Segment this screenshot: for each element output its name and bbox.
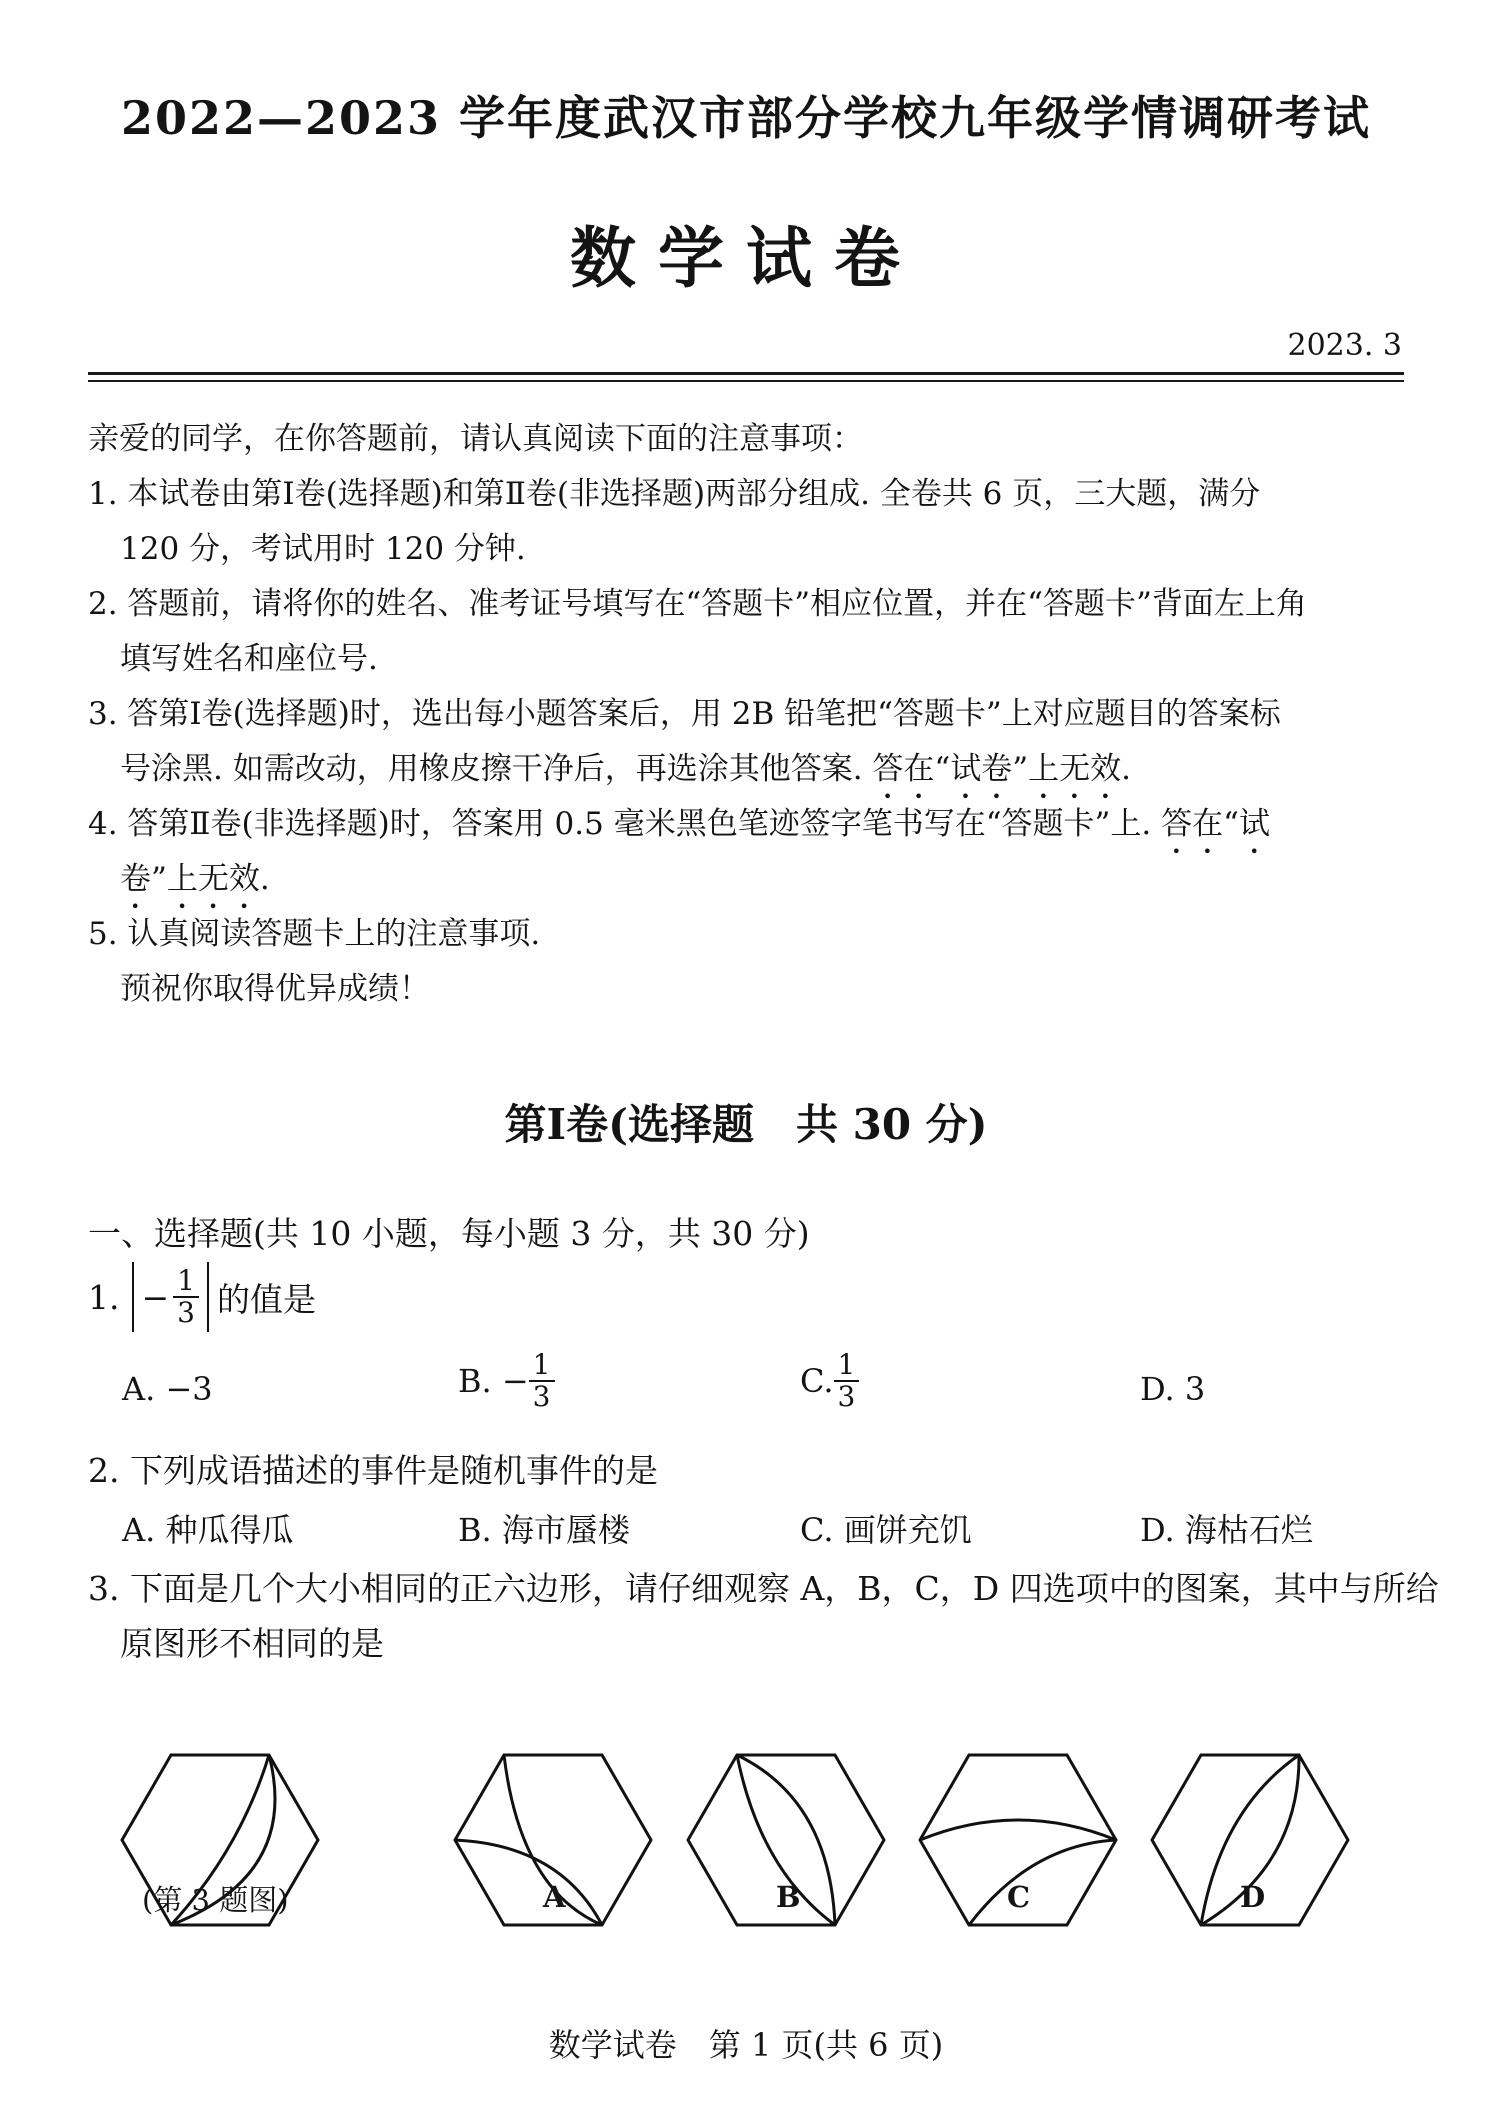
q1-option-c-fraction bbox=[834, 1350, 860, 1412]
q3-figure-caption: (第 3 题图) bbox=[142, 1883, 289, 1917]
q3-caption-d: D bbox=[1240, 1880, 1266, 1914]
q2-option-b: B. 海市蜃楼 bbox=[458, 1511, 630, 1549]
notice-wish: 预祝你取得优异成绩！ bbox=[120, 971, 430, 1007]
q2-option-a: A. 种瓜得瓜 bbox=[122, 1511, 294, 1549]
notice-item-3-line-1: 3. 答第Ⅰ卷(选择题)时，选出每小题答案后，用 2B 铅笔把“答题卡”上对应题目的答案标 bbox=[88, 696, 1281, 732]
fraction-numerator: 1 bbox=[529, 1350, 555, 1382]
q1-option-b-fraction bbox=[529, 1350, 555, 1412]
header-divider-thick bbox=[88, 372, 1404, 375]
notice-item-5: 5. 认真阅读答题卡上的注意事项. bbox=[88, 916, 541, 952]
notice-item-2-line-2: 填写姓名和座位号. bbox=[120, 641, 378, 677]
notice-item-3-text: 号涂黑. 如需改动，用橡皮擦干净后，再选涂其他答案. bbox=[120, 751, 873, 787]
notice-item-4-period: . bbox=[259, 861, 270, 897]
question-2: 2. 下列成语描述的事件是随机事件的是 bbox=[88, 1451, 658, 1490]
fraction bbox=[173, 1266, 199, 1328]
question-1-number: 1. bbox=[88, 1277, 120, 1317]
q1-option-d: D. 3 bbox=[1140, 1370, 1206, 1408]
notice-item-4-line-1 bbox=[88, 803, 1270, 861]
fraction-denominator: 3 bbox=[532, 1380, 551, 1413]
notice-item-4-line-2 bbox=[120, 858, 270, 916]
q3-caption-c: C bbox=[1007, 1880, 1031, 1914]
exam-header-title: 2022—2023 学年度武汉市部分学校九年级学情调研考试 bbox=[120, 91, 1372, 145]
q1-option-b bbox=[458, 1350, 555, 1412]
question-3-line-1: 3. 下面是几个大小相同的正六边形，请仔细观察 A，B，C，D 四选项中的图案，其中与所给 bbox=[88, 1569, 1439, 1608]
q2-option-c: C. 画饼充饥 bbox=[800, 1511, 972, 1549]
q1-option-a: A. −3 bbox=[122, 1370, 213, 1408]
absolute-value-expression bbox=[132, 1262, 209, 1332]
page-footer: 数学试卷 第 1 页(共 6 页) bbox=[548, 2026, 944, 2064]
notice-item-4-emphasis: 答在“试 bbox=[1161, 806, 1270, 842]
notice-item-3-emphasis: 答在“试卷”上无效 bbox=[872, 751, 1122, 787]
q1-option-b-label: B. − bbox=[458, 1362, 529, 1400]
part-heading: 一、选择题(共 10 小题，每小题 3 分，共 30 分) bbox=[88, 1214, 810, 1253]
fraction-denominator: 3 bbox=[837, 1380, 856, 1413]
notice-item-2-line-1: 2. 答题前，请将你的姓名、准考证号填写在“答题卡”相应位置，并在“答题卡”背面左上角 bbox=[88, 586, 1307, 622]
question-1-stem: 的值是 bbox=[216, 1279, 316, 1319]
minus-sign: − bbox=[141, 1277, 170, 1317]
fraction-denominator: 3 bbox=[177, 1296, 195, 1329]
exam-date: 2023. 3 bbox=[1287, 328, 1402, 363]
notice-item-4-text: 4. 答第Ⅱ卷(非选择题)时，答案用 0.5 毫米黑色笔迹签字笔书写在“答题卡”上. bbox=[88, 806, 1162, 842]
notice-item-1-line-1: 1. 本试卷由第Ⅰ卷(选择题)和第Ⅱ卷(非选择题)两部分组成. 全卷共 6 页，三大题，满分 bbox=[88, 476, 1261, 512]
q3-caption-b: B bbox=[776, 1880, 801, 1914]
q3-caption-a: A bbox=[543, 1880, 566, 1914]
fraction-numerator: 1 bbox=[173, 1266, 199, 1298]
notice-item-1-line-2: 120 分，考试用时 120 分钟. bbox=[120, 531, 526, 567]
q1-option-c-label: C. bbox=[800, 1362, 834, 1400]
header-divider-thin bbox=[88, 380, 1404, 382]
notice-item-3-line-2 bbox=[120, 748, 1131, 806]
q1-option-c bbox=[800, 1350, 859, 1412]
q2-option-d: D. 海枯石烂 bbox=[1140, 1511, 1313, 1549]
question-1 bbox=[88, 1262, 316, 1332]
section-title: 第Ⅰ卷(选择题 共 30 分) bbox=[504, 1100, 988, 1149]
notice-item-4-emphasis-cont: 卷”上无效 bbox=[120, 861, 260, 897]
fraction-numerator: 1 bbox=[834, 1350, 860, 1382]
notice-intro: 亲爱的同学，在你答题前，请认真阅读下面的注意事项： bbox=[88, 421, 863, 457]
paper-title: 数学试卷 bbox=[570, 219, 922, 297]
notice-item-3-period: . bbox=[1121, 751, 1131, 787]
question-3-line-2: 原图形不相同的是 bbox=[120, 1624, 384, 1663]
